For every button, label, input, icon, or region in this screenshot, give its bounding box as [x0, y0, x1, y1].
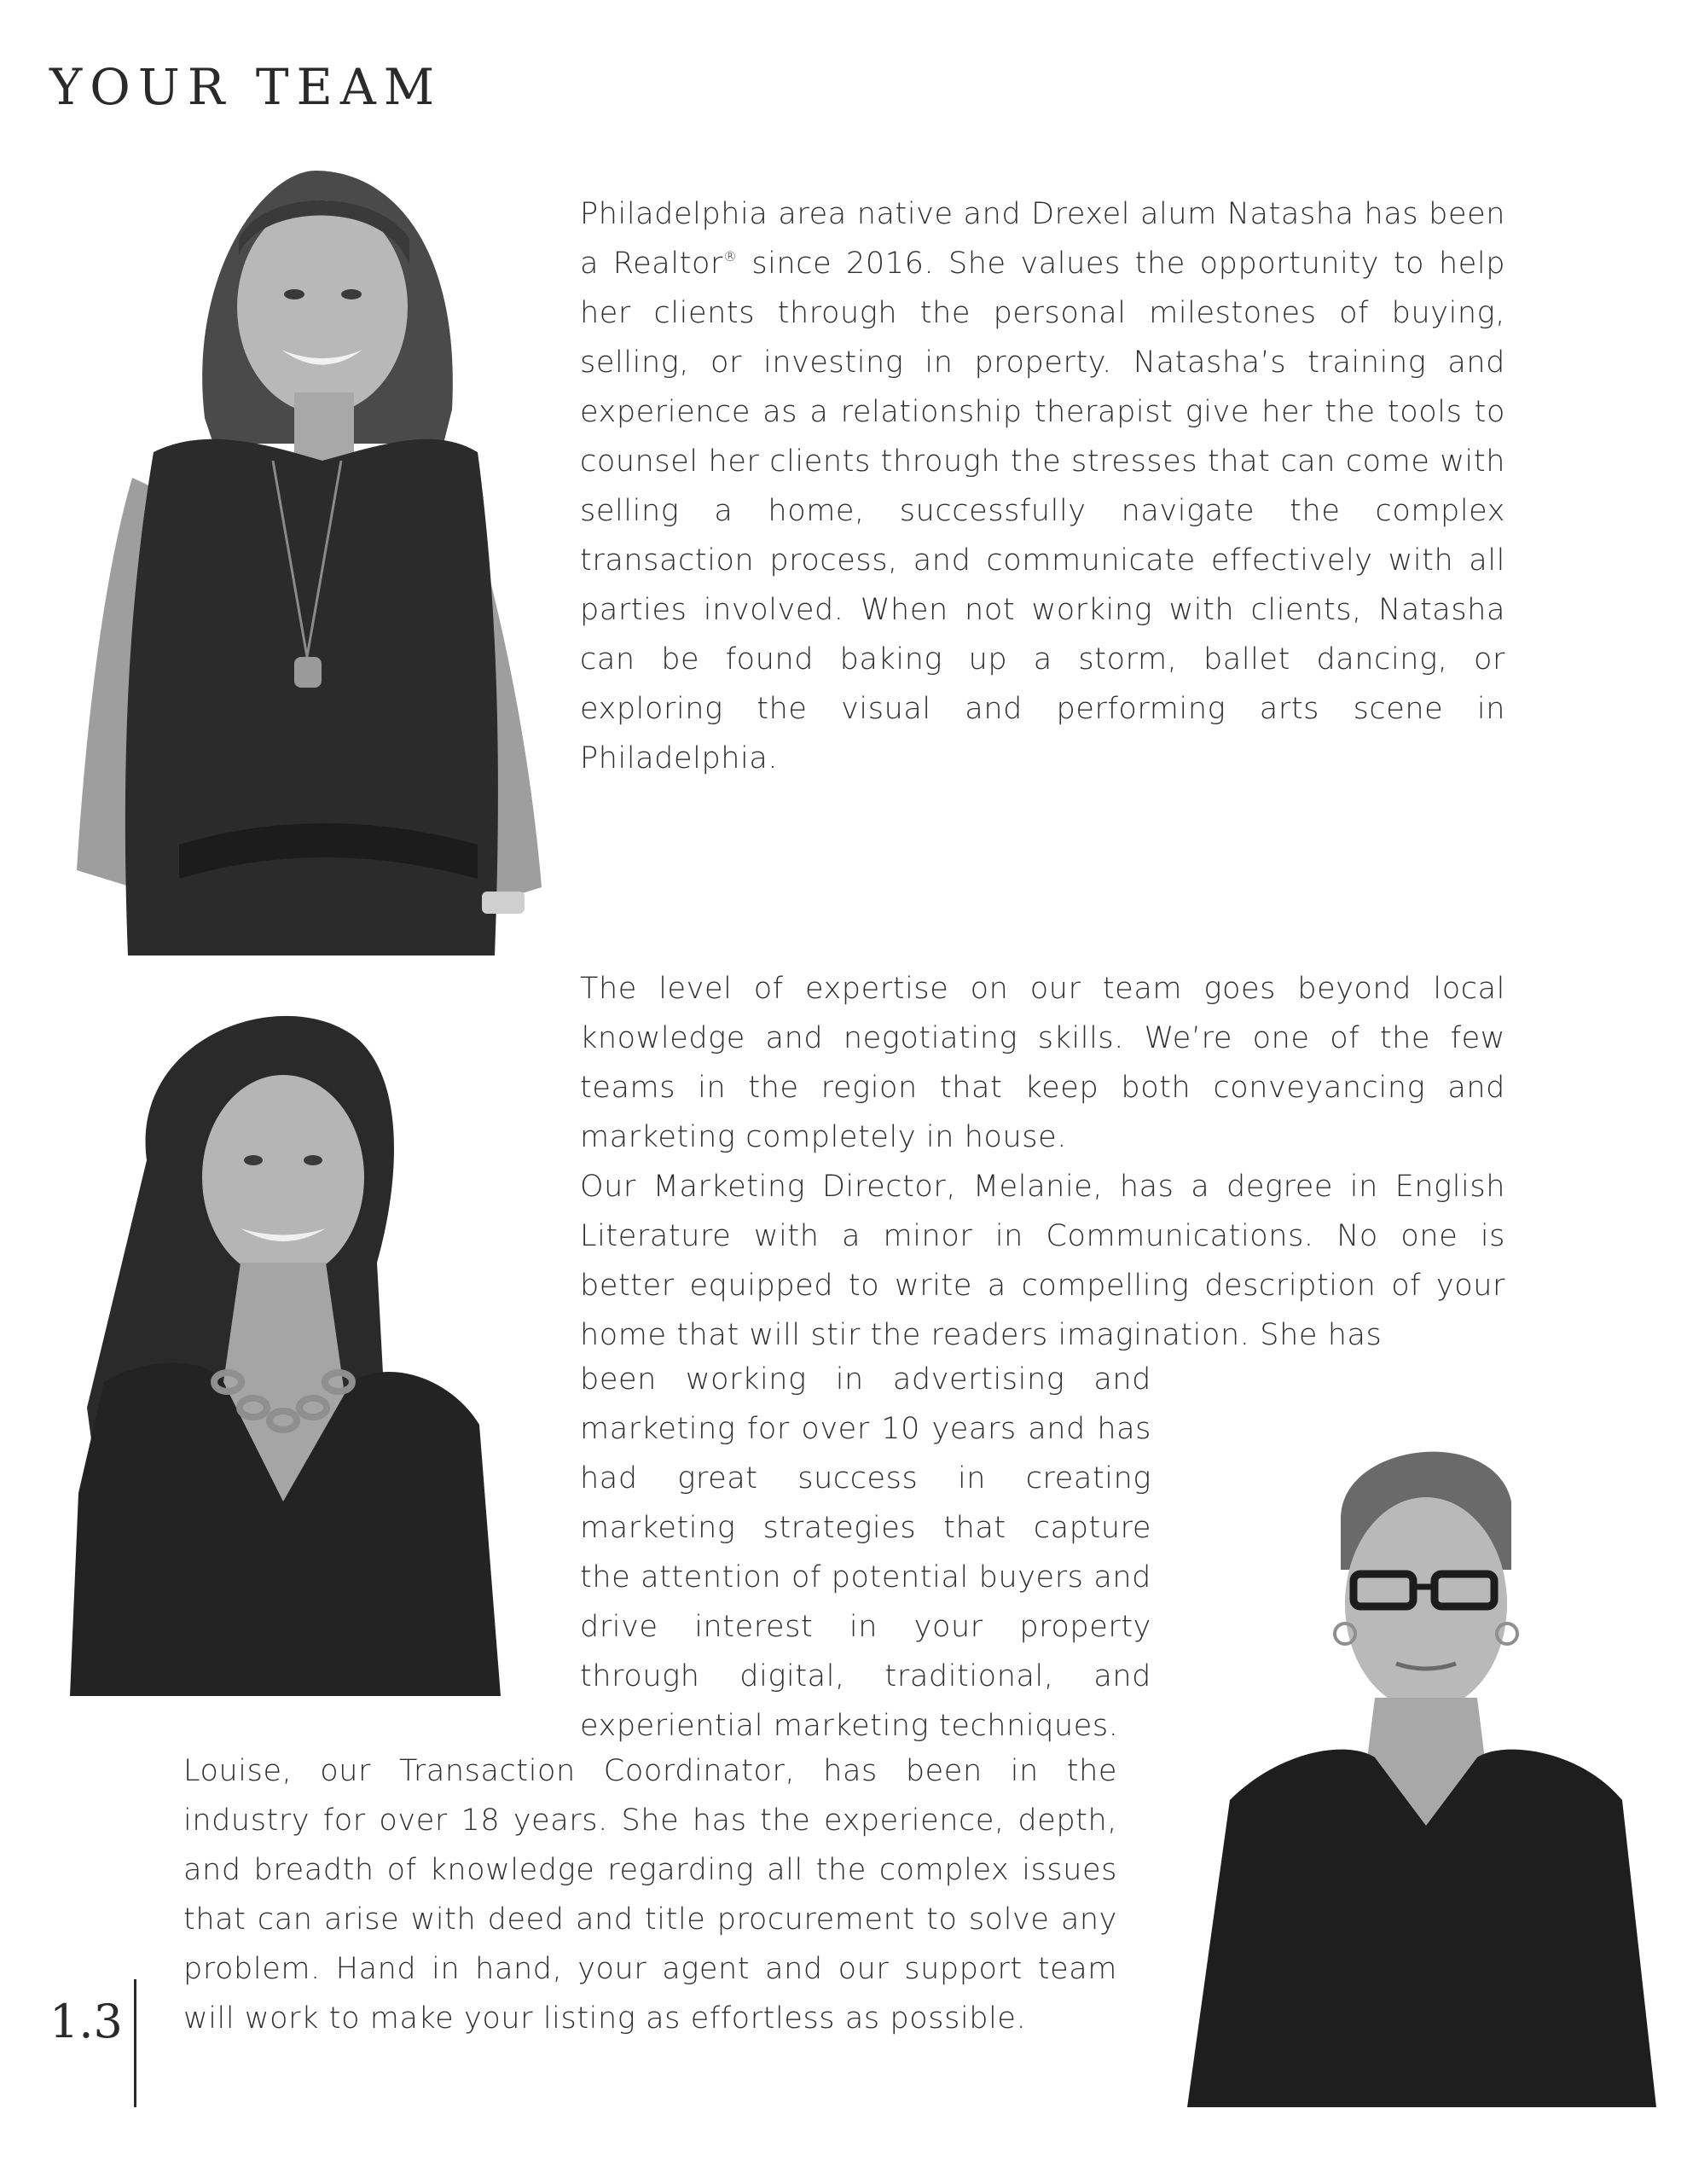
natasha-bio	[580, 189, 1505, 783]
melanie-photo	[70, 981, 501, 1696]
natasha-bio-intro: Philadelphia area native and Drexel alum Natasha has been a Realtor	[580, 197, 1505, 281]
registered-mark: ®	[722, 248, 738, 264]
page-number: 1.3	[49, 1995, 123, 2048]
natasha-bio-rest: since 2016. She values the opportunity to help her clients through the personal milestones of buying, selling, or investing in property. Natasha’s training and experience as a relationship therapist give her the tools to counsel her clients through the stresses that can come with selling a home, successfully navigate the complex transaction process, and communicate effectively with all parties involved. When not working with clients, Natasha can be found baking up a storm, ballet dancing, or exploring the visual and performing arts scene in Philadelphia.	[580, 247, 1506, 775]
louise-photo	[1179, 1425, 1661, 2107]
team-expertise-paragraph: The level of expertise on our team goes beyond local knowledge and negotiating skills. We’re one of the few teams in the region that keep both conveyancing and marketing completely in house.	[580, 972, 1505, 1154]
page-number-divider	[134, 1979, 136, 2107]
melanie-bio-part1: Our Marketing Director, Melanie, has a degree in English Literature with a minor in Communications. No one is better equipped to write a compelling description of your home that will stir the readers imagination. She has	[580, 1170, 1505, 1352]
natasha-photo	[51, 136, 546, 956]
louise-bio: Louise, our Transaction Coordinator, has been in the industry for over 18 years. She has the experience, depth, and breadth of knowledge regarding all the complex issues that can arise with deed and title procurement to solve any problem. Hand in hand, your agent and our support team will work to make your listing as effortless as possible.	[183, 1754, 1117, 2036]
melanie-bio-part2: been working in advertising and marketing for over 10 years and has had great success in creating marketing strategies that capture the attention of potential buyers and drive interest in your property through digital, traditional, and experiential marketing techniques.	[580, 1362, 1151, 1743]
page-title: YOUR TEAM	[49, 58, 443, 116]
